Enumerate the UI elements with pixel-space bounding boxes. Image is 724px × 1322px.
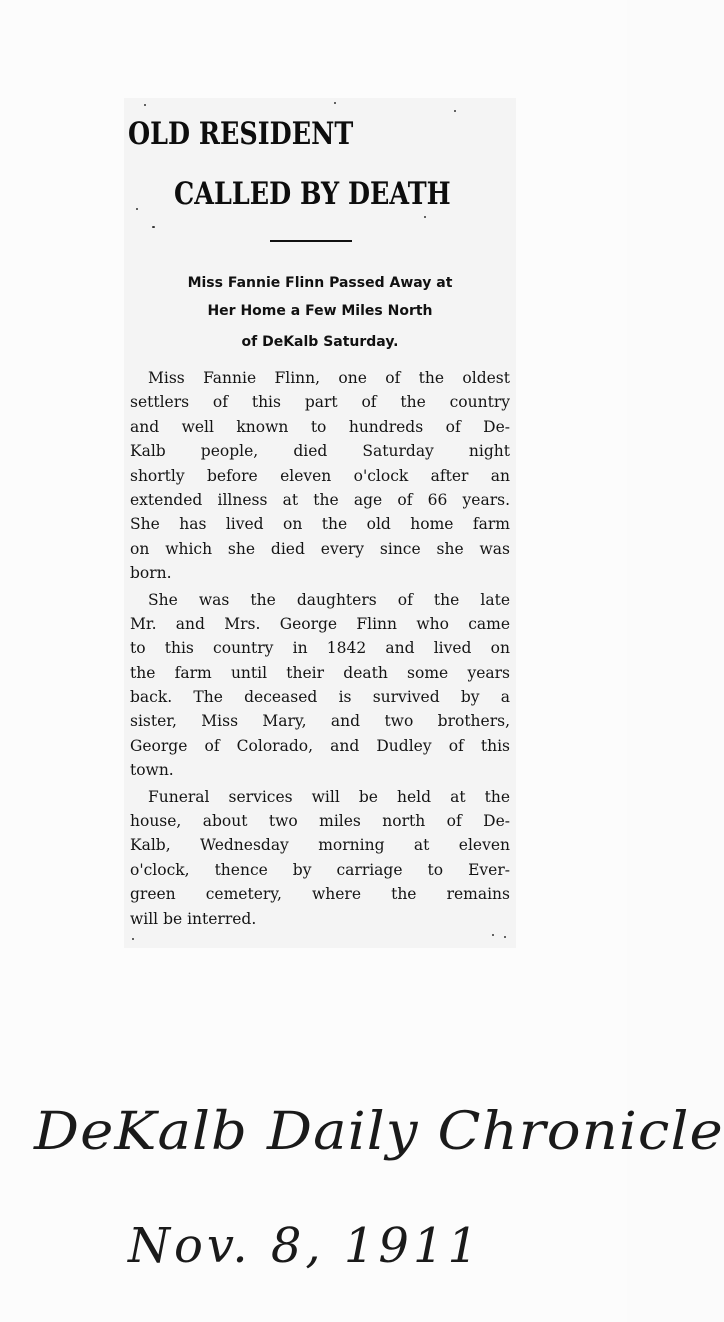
article-line: settlers of this part of the country <box>130 393 510 412</box>
print-speck <box>136 208 138 210</box>
print-speck <box>152 226 155 228</box>
print-speck <box>132 938 134 940</box>
headline-line-2: CALLED BY DEATH <box>174 176 451 212</box>
article-line: George of Colorado, and Dudley of this <box>130 736 510 755</box>
article-line: Kalb, Wednesday morning at eleven <box>130 836 510 855</box>
print-speck <box>492 934 494 936</box>
article-line: Funeral services will be held at the <box>148 787 510 806</box>
article-line: to this country in 1842 and lived on <box>130 639 510 658</box>
article-line: o'clock, thence by carriage to Ever- <box>130 860 510 879</box>
article-line: the farm until their death some years <box>130 663 510 682</box>
article-body <box>130 366 510 931</box>
article-line: shortly before eleven o'clock after an <box>130 466 510 485</box>
article-line: Mr. and Mrs. George Flinn who came <box>130 614 510 633</box>
print-speck <box>144 104 146 106</box>
print-speck <box>454 110 456 112</box>
print-speck <box>424 216 426 218</box>
article-line: Miss Fannie Flinn, one of the oldest <box>148 369 510 387</box>
subhead-line-1: Miss Fannie Flinn Passed Away at <box>187 275 453 291</box>
headline-divider <box>270 240 352 242</box>
article-line: will be interred. <box>130 909 257 928</box>
print-speck <box>504 936 506 938</box>
article-line: sister, Miss Mary, and two brothers, <box>130 712 510 731</box>
subhead-line-2: Her Home a Few Miles North <box>207 303 433 319</box>
article-line: She has lived on the old home farm <box>130 515 510 534</box>
article-line: born. <box>130 564 172 583</box>
article-line: back. The deceased is survived by a <box>130 688 510 707</box>
headline-line-1: OLD RESIDENT <box>128 116 354 152</box>
subhead-line-3: of DeKalb Saturday. <box>241 334 399 350</box>
article-line: extended illness at the age of 66 years. <box>130 490 510 509</box>
article-line: She was the daughters of the late <box>148 590 510 609</box>
article-line: green cemetery, where the remains <box>130 885 510 904</box>
print-speck <box>334 102 336 104</box>
handwritten-source-note: DeKalb Daily Chronicle <box>34 1102 724 1162</box>
article-line: on which she died every since she was <box>130 539 510 558</box>
article-line: and well known to hundreds of De- <box>130 417 510 436</box>
article-line: Kalb people, died Saturday night <box>130 442 510 461</box>
article-line: town. <box>130 761 174 780</box>
article-line: house, about two miles north of De- <box>130 812 510 831</box>
handwritten-date-note: Nov. 8, 1911 <box>128 1218 483 1274</box>
newspaper-clipping <box>124 98 516 948</box>
